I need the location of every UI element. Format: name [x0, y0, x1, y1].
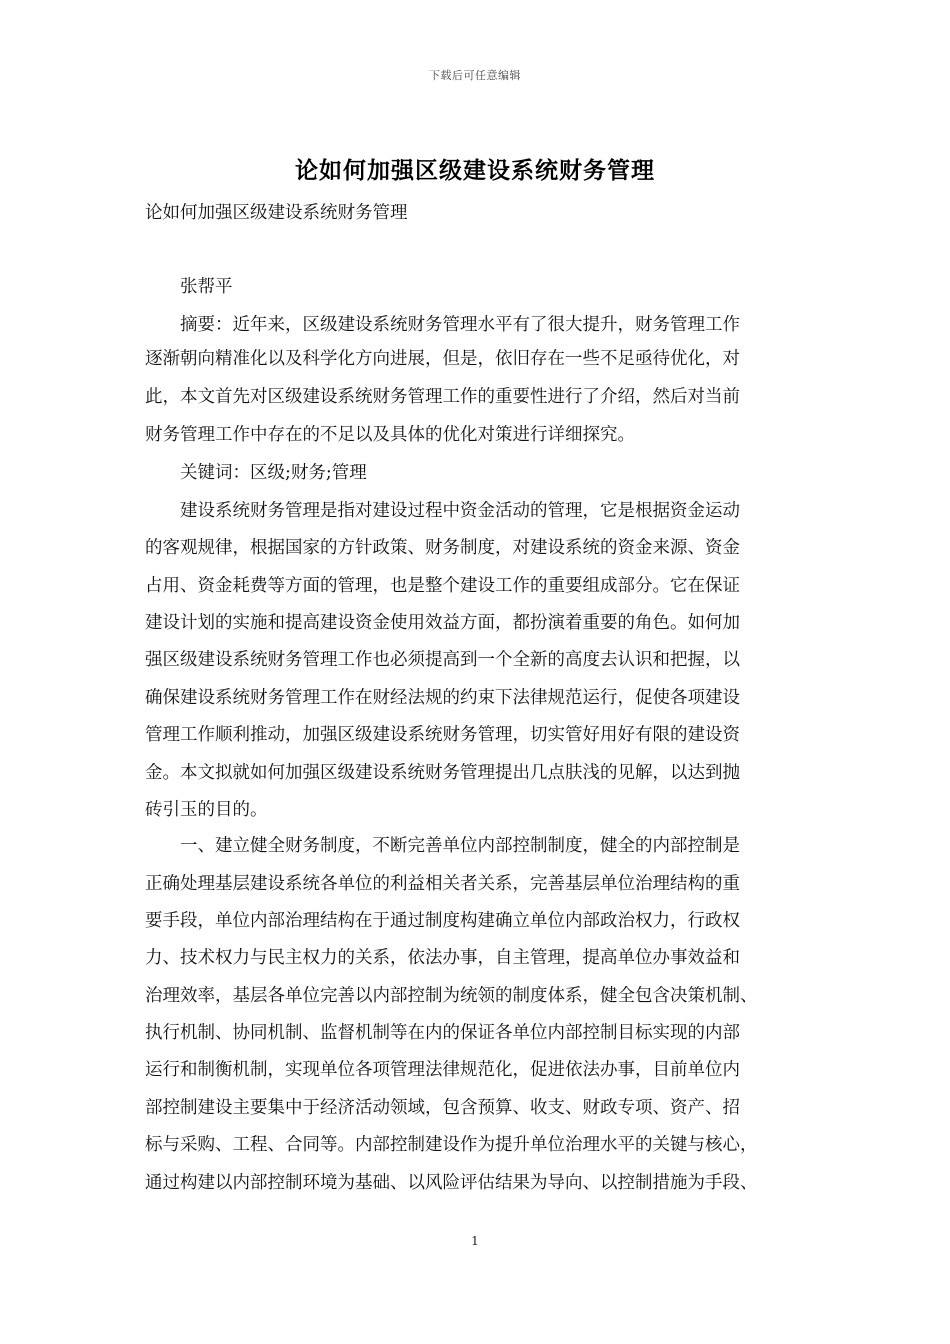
body-line: 摘要：近年来，区级建设系统财务管理水平有了很大提升，财务管理工作: [145, 315, 740, 335]
body-line: 的客观规律，根据国家的方针政策、财务制度，对建设系统的资金来源、资金: [145, 538, 740, 558]
body-line: 逐渐朝向精准化以及科学化方向进展，但是，依旧存在一些不足亟待优化，对: [145, 349, 740, 369]
body-line: 确保建设系统财务管理工作在财经法规的约束下法律规范运行，促使各项建设: [145, 688, 740, 708]
subtitle-line: 论如何加强区级建设系统财务管理: [145, 203, 408, 223]
body-line: 运行和制衡机制，实现单位各项管理法律规范化，促进依法办事，目前单位内: [145, 1060, 740, 1080]
body-line: 部控制建设主要集中于经济活动领域，包含预算、收支、财政专项、资产、招: [145, 1098, 740, 1118]
document-title: 论如何加强区级建设系统财务管理: [295, 158, 655, 184]
page-number: 1: [471, 1234, 479, 1248]
body-line: 建设计划的实施和提高建设资金使用效益方面，都扮演着重要的角色。如何加: [145, 613, 740, 633]
body-line: 张帮平: [145, 277, 233, 297]
body-line: 力、技术权力与民主权力的关系，依法办事，自主管理，提高单位办事效益和: [145, 948, 740, 968]
body-line: 占用、资金耗费等方面的管理，也是整个建设工作的重要组成部分。它在保证: [145, 576, 740, 596]
body-line: 砖引玉的目的。: [145, 800, 268, 820]
header-note: 下载后可任意编辑: [429, 69, 521, 82]
body-line: 此，本文首先对区级建设系统财务管理工作的重要性进行了介绍，然后对当前: [145, 387, 740, 407]
body-line: 金。本文拟就如何加强区级建设系统财务管理提出几点肤浅的见解，以达到抛: [145, 763, 740, 783]
body-line: 建设系统财务管理是指对建设过程中资金活动的管理，它是根据资金运动: [145, 501, 740, 521]
body-line: 一、建立健全财务制度，不断完善单位内部控制制度，健全的内部控制是: [145, 836, 740, 856]
body-line: 要手段，单位内部治理结构在于通过制度构建确立单位内部政治权力，行政权: [145, 911, 740, 931]
body-line: 正确处理基层建设系统各单位的利益相关者关系，完善基层单位治理结构的重: [145, 874, 740, 894]
body-line: 标与采购、工程、合同等。内部控制建设作为提升单位治理水平的关键与核心，: [145, 1135, 758, 1155]
body-line: 执行机制、协同机制、监督机制等在内的保证各单位内部控制目标实现的内部: [145, 1023, 740, 1043]
body-line: 通过构建以内部控制环境为基础、以风险评估结果为导向、以控制措施为手段、: [145, 1173, 758, 1193]
body-line: 关键词：区级;财务;管理: [145, 463, 367, 483]
body-line: 治理效率，基层各单位完善以内部控制为统领的制度体系，健全包含决策机制、: [145, 986, 758, 1006]
body-line: 强区级建设系统财务管理工作也必须提高到一个全新的高度去认识和把握，以: [145, 650, 740, 670]
body-line: 管理工作顺利推动，加强区级建设系统财务管理，切实管好用好有限的建设资: [145, 725, 740, 745]
body-line: 财务管理工作中存在的不足以及具体的优化对策进行详细探究。: [145, 425, 635, 445]
